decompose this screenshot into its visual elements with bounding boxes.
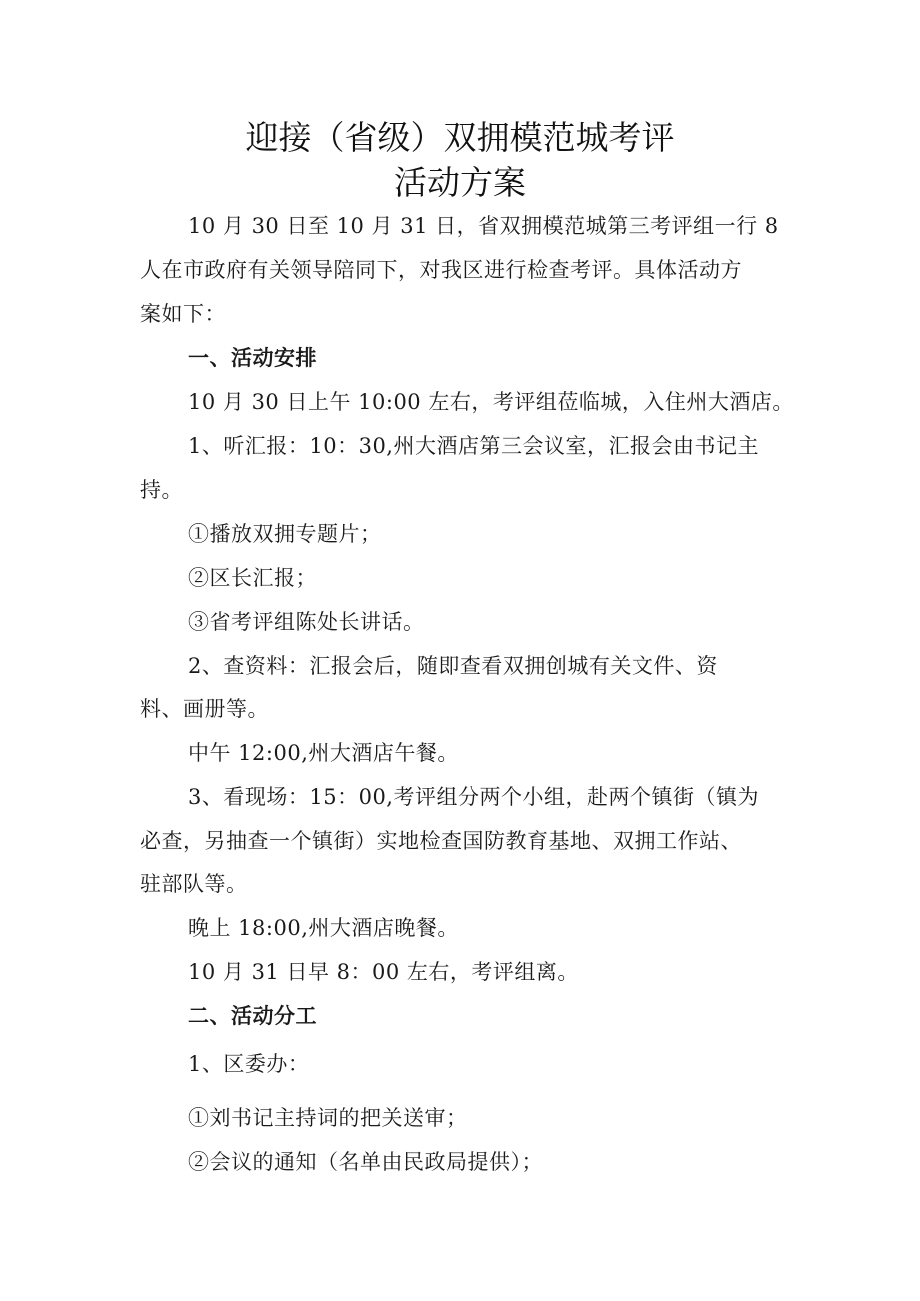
schedule-item-3-line-2: 必查，另抽查一个镇街）实地检查国防教育基地、双拥工作站、 [140, 829, 742, 853]
schedule-item-1-sub-2: ②区长汇报； [188, 566, 317, 590]
schedule-departure: 10 月 31 日早 8：00 左右，考评组离。 [188, 960, 579, 984]
document-title-line1: 迎接（省级）双拥模范城考评 [245, 118, 675, 157]
schedule-item-1-sub-3: ③省考评组陈处长讲话。 [188, 610, 425, 634]
intro-line-2: 人在市政府有关领导陪同下，对我区进行检查考评。具体活动方 [140, 258, 742, 282]
schedule-item-1-line-1: 1、听汇报：10：30,州大酒店第三会议室，汇报会由书记主 [188, 434, 759, 458]
schedule-item-3-line-1: 3、看现场：15：00,考评组分两个小组，赴两个镇街（镇为 [188, 785, 759, 809]
schedule-item-2-line-2: 料、画册等。 [140, 697, 269, 721]
schedule-item-3-line-3: 驻部队等。 [140, 872, 248, 896]
schedule-item-1-line-2: 持。 [140, 478, 183, 502]
intro-line-1: 10 月 30 日至 10 月 31 日，省双拥模范城第三考评组一行 8 [188, 214, 779, 238]
document-title-line2: 活动方案 [394, 163, 526, 202]
intro-line-3: 案如下： [140, 302, 226, 326]
schedule-arrival: 10 月 30 日上午 10:00 左右，考评组莅临城，入住州大酒店。 [188, 390, 794, 414]
schedule-dinner: 晚上 18:00,州大酒店晚餐。 [188, 916, 459, 940]
schedule-lunch: 中午 12:00,州大酒店午餐。 [188, 741, 459, 765]
schedule-item-1-sub-1: ①播放双拥专题片； [188, 522, 382, 546]
section-heading-schedule: 一、活动安排 [188, 346, 317, 370]
division-item-1: 1、区委办： [188, 1052, 310, 1076]
division-item-1-sub-1: ①刘书记主持词的把关送审； [188, 1106, 468, 1130]
division-item-1-sub-2: ②会议的通知（名单由民政局提供）； [188, 1150, 543, 1174]
schedule-item-2-line-1: 2、查资料：汇报会后，随即查看双拥创城有关文件、资 [188, 654, 718, 678]
section-heading-division: 二、活动分工 [188, 1004, 317, 1028]
